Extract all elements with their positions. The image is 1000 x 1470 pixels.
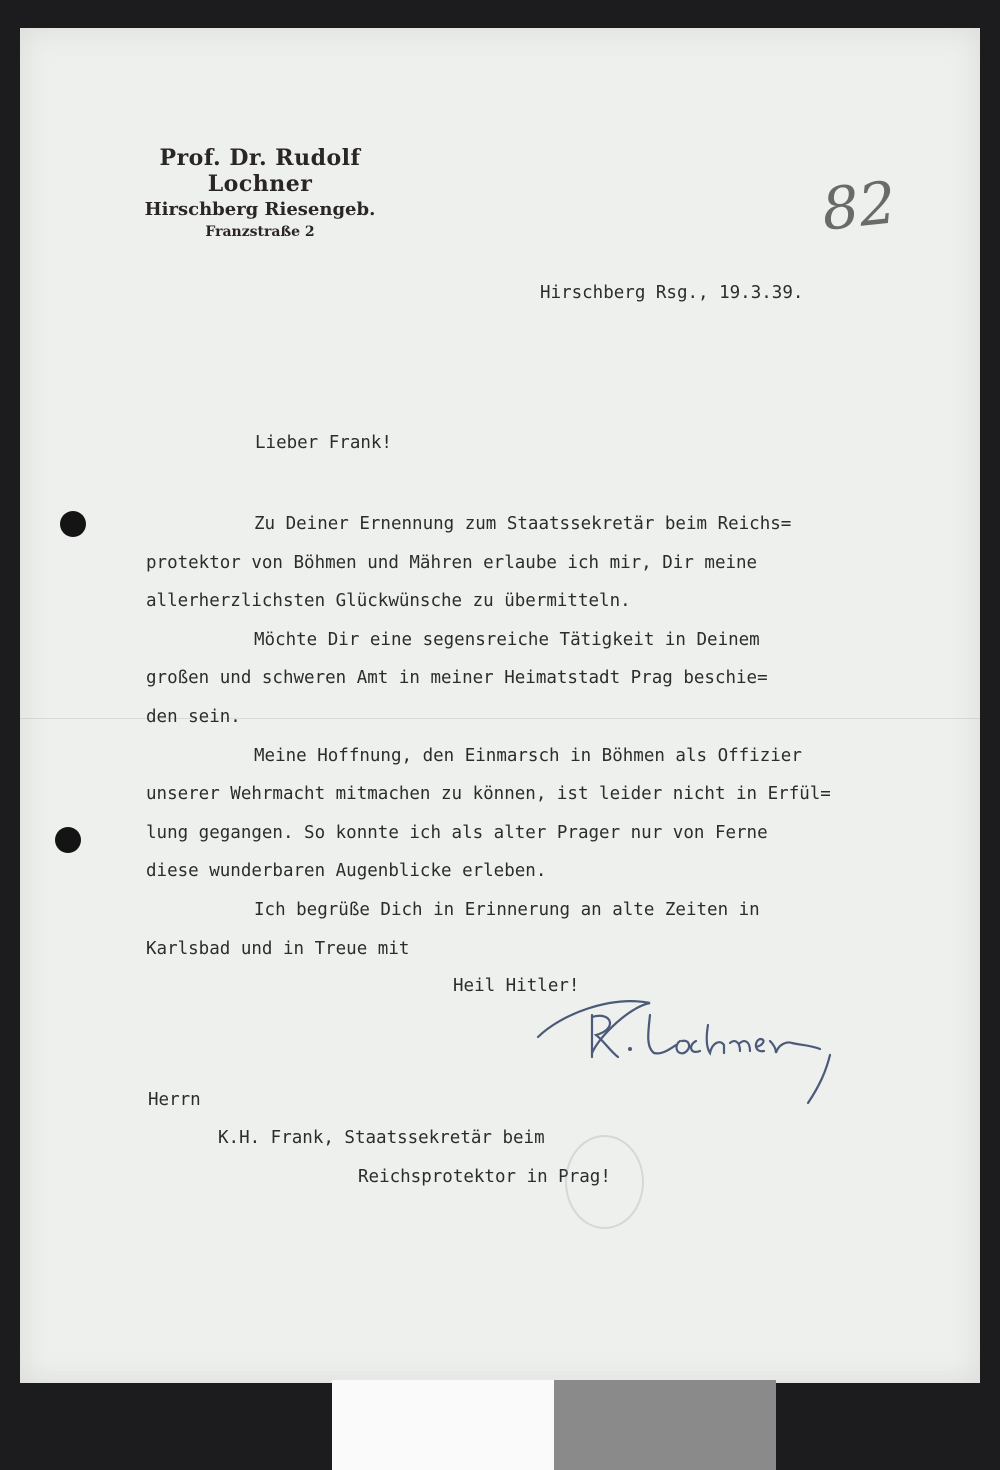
salutation: Lieber Frank! xyxy=(255,433,392,453)
closing: Heil Hitler! xyxy=(453,976,580,996)
body-line: großen und schweren Amt in meiner Heimatstadt Prag beschie= xyxy=(146,668,768,689)
archive-number: 82 xyxy=(818,168,900,244)
punch-hole-bottom xyxy=(55,827,81,853)
body-line: Karlsbad und in Treue mit xyxy=(146,938,410,959)
place-date: Hirschberg Rsg., 19.3.39. xyxy=(540,283,804,303)
letterhead-name: Prof. Dr. Rudolf Lochner xyxy=(159,145,361,197)
faint-stamp xyxy=(565,1135,644,1229)
body-line: Zu Deiner Ernennung zum Staatssekretär beim Reichs= xyxy=(254,514,792,534)
body-line: protektor von Böhmen und Mähren erlaube ich mir, Dir meine xyxy=(146,552,758,573)
letter-body xyxy=(146,513,946,976)
letterhead-city: Hirschberg Riesengeb. xyxy=(144,199,376,220)
body-line: allerherzlichsten Glückwünsche zu übermitteln. xyxy=(146,591,631,612)
body-line: Ich begrüße Dich in Erinnerung an alte Zeiten in xyxy=(254,899,760,920)
body-line: den sein. xyxy=(146,706,241,727)
addressee-salutation: Herrn xyxy=(148,1090,201,1110)
signature xyxy=(530,985,850,1115)
letterhead xyxy=(110,145,410,240)
body-line: lung gegangen. So konnte ich als alter Prager nur von Ferne xyxy=(146,822,768,843)
calibration-white-patch xyxy=(332,1380,554,1470)
addressee-office: Reichsprotektor in Prag! xyxy=(358,1167,611,1187)
punch-hole-top xyxy=(60,511,86,537)
body-line: unserer Wehrmacht mitmachen zu können, ist leider nicht in Erfül= xyxy=(146,784,831,805)
calibration-gray-patch xyxy=(554,1380,776,1470)
letterhead-street: Franzstraße 2 xyxy=(205,224,315,240)
body-line: Meine Hoffnung, den Einmarsch in Böhmen als Offizier xyxy=(254,745,802,766)
body-line: diese wunderbaren Augenblicke erleben. xyxy=(146,861,547,882)
addressee-name: K.H. Frank, Staatssekretär beim xyxy=(218,1128,545,1148)
body-line: Möchte Dir eine segensreiche Tätigkeit in Deinem xyxy=(254,629,760,650)
